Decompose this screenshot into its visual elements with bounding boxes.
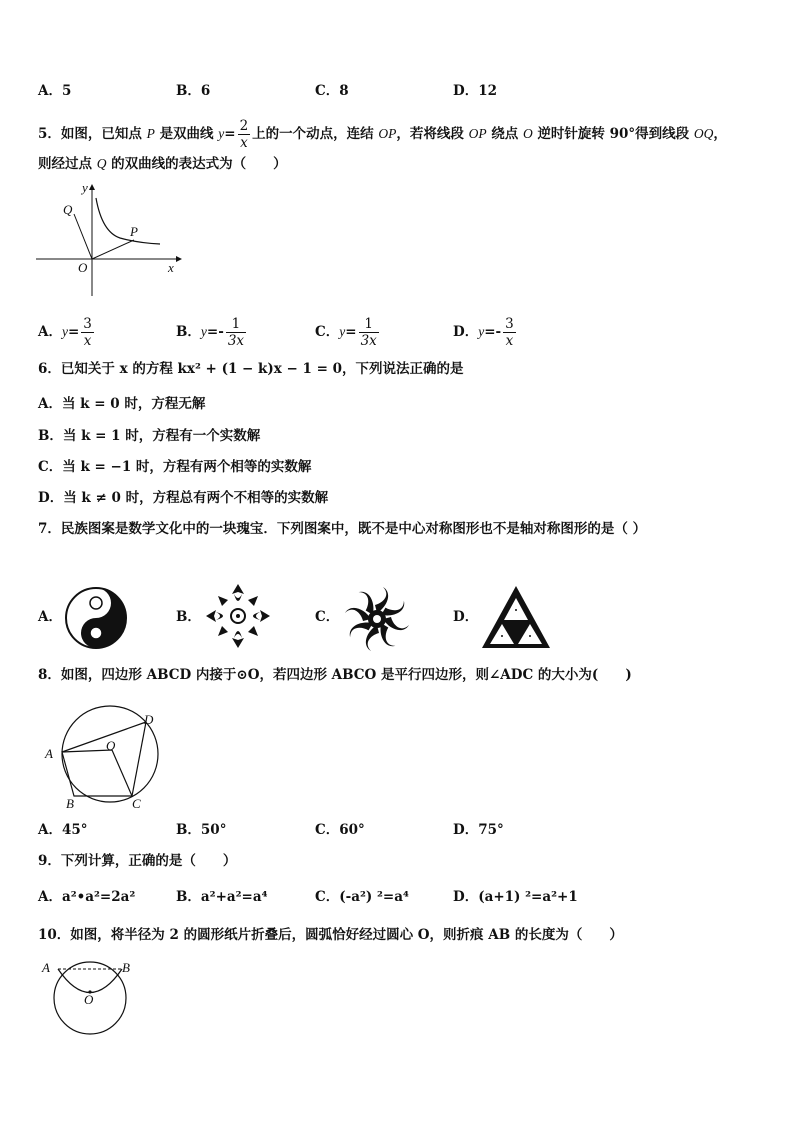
q8-fig-c-label: C (132, 796, 141, 811)
q6-option-b: B．当 k = 1 时，方程有一个实数解 (38, 428, 261, 444)
q5-opt-d-den: x (505, 333, 514, 349)
q5-opt-b-frac (226, 316, 246, 349)
q5-point-o: O (522, 126, 533, 141)
q5-opt-c-den: 3x (360, 333, 377, 349)
q8-option-d: D．75° (453, 822, 504, 838)
q5-fraction (238, 118, 251, 151)
q8-circle-quadrilateral-figure (40, 708, 170, 811)
q5-opt-a-eq: = (67, 324, 80, 340)
q5-stem-pre: 5．如图，已知点 (38, 126, 142, 142)
q10-fig-o-label: O (84, 992, 94, 1007)
q9-option-b: B．a²+a²=a⁴ (176, 889, 268, 905)
q7-option-a-label: A． (38, 609, 62, 625)
q5-segment-op-2: OP (468, 126, 487, 141)
q5-opt-d-num: 3 (505, 316, 514, 332)
q5-eq: = (224, 126, 236, 142)
q5-line2-pre: 则经过点 (38, 156, 92, 172)
q5-stem-mid4: 绕点 (491, 126, 519, 142)
q7-option-b-label: B． (176, 609, 201, 625)
q8-fig-a-label: A (45, 746, 53, 761)
q5-stem-end: ， (713, 126, 727, 142)
q5-option-c (315, 316, 381, 349)
q7-yin-yang-figure (64, 586, 128, 650)
q5-stem-mid5: 逆时针旋转 90°得到线段 (537, 126, 690, 142)
q9-option-d: D．(a+1) ²=a²+1 (453, 889, 578, 905)
q5-opt-c-y: y (339, 324, 346, 339)
q5-option-a (38, 316, 96, 349)
q5-fig-y-label: y (82, 180, 88, 195)
q9-stem: 9．下列计算，正确的是（ ） (38, 853, 237, 869)
q5-stem-mid2: 上的一个动点，连结 (252, 126, 374, 142)
q7-patterned-triangle-figure (480, 584, 552, 650)
q4-option-b: B．6 (176, 83, 211, 99)
q4-option-a: A．5 (38, 83, 72, 99)
q5-opt-d-eq: =- (484, 324, 502, 340)
q10-fig-a-label: A (42, 960, 50, 975)
q7-floral-cross-figure (204, 582, 272, 650)
q10-stem: 10．如图，将半径为 2 的圆形纸片折叠后，圆弧恰好经过圆心 O，则折痕 AB 的长度为（ ） (38, 927, 623, 943)
q7-spiral-flower-figure (342, 584, 412, 654)
q5-point-p: P (146, 126, 155, 141)
q5-stem-line1 (38, 118, 727, 151)
q4-option-c: C．8 (315, 83, 349, 99)
q5-opt-d-frac (503, 316, 516, 349)
q5-opt-b-den: 3x (227, 333, 245, 349)
q5-line2-post: 的双曲线的表达式为（ ） (111, 156, 287, 172)
q5-option-b (176, 316, 248, 349)
q8-fig-b-label: B (66, 796, 74, 811)
q4-option-d: D．12 (453, 83, 497, 99)
q5-opt-c-label: C． (315, 324, 340, 340)
q5-opt-c-frac (359, 316, 379, 349)
q10-folded-circle-figure (38, 958, 138, 1034)
q6-option-a: A．当 k = 0 时，方程无解 (38, 396, 206, 412)
q5-opt-c-num: 1 (359, 316, 379, 333)
q5-option-d (453, 316, 518, 349)
q8-option-c: C．60° (315, 822, 365, 838)
q5-y-var: y (218, 126, 225, 141)
q7-option-c-label: C． (315, 609, 340, 625)
q6-option-c: C．当 k = −1 时，方程有两个相等的实数解 (38, 459, 312, 475)
q5-frac-den: x (240, 135, 248, 151)
q5-opt-d-label: D． (453, 324, 479, 340)
q5-fig-p-label: P (130, 224, 138, 239)
q5-segment-op: OP (378, 126, 397, 141)
q5-opt-a-label: A． (38, 324, 62, 340)
q5-hyperbola-figure (36, 180, 186, 298)
q8-option-a: A．45° (38, 822, 88, 838)
q7-option-d-label: D． (453, 609, 479, 625)
q5-opt-a-num: 3 (83, 316, 92, 332)
q5-opt-d-y: y (478, 324, 485, 339)
q5-segment-oq: OQ (693, 126, 714, 141)
q5-opt-a-frac (81, 316, 94, 349)
q7-stem: 7．民族图案是数学文化中的一块瑰宝．下列图案中，既不是中心对称图形也不是轴对称图形的是（ ） (38, 521, 647, 537)
q6-option-d: D．当 k ≠ 0 时，方程总有两个不相等的实数解 (38, 490, 329, 506)
q5-opt-b-label: B． (176, 324, 201, 340)
q5-opt-b-y: y (200, 324, 207, 339)
q5-frac-num: 2 (239, 118, 249, 134)
q5-stem-mid3: ，若将线段 (396, 126, 464, 142)
q9-option-a: A．a²•a²=2a² (38, 889, 136, 905)
q5-stem-mid1: 是双曲线 (159, 126, 214, 142)
q5-fig-q-label: Q (63, 202, 73, 217)
q5-opt-a-y: y (61, 324, 68, 339)
q10-fig-b-label: B (122, 960, 130, 975)
q8-fig-d-label: D (144, 712, 154, 727)
q8-option-b: B．50° (176, 822, 227, 838)
q5-fig-o-label: O (78, 260, 88, 275)
q5-opt-a-den: x (83, 333, 92, 349)
q5-point-q: Q (96, 156, 107, 171)
q8-stem: 8．如图，四边形 ABCD 内接于⊙O，若四边形 ABCO 是平行四边形，则∠ADC 的大小为( ) (38, 667, 632, 683)
q8-fig-o-label: O (106, 738, 116, 753)
q5-fig-x-label: x (168, 260, 174, 275)
q6-stem: 6．已知关于 x 的方程 kx² + (1 − k)x − 1 = 0，下列说法正确的是 (38, 361, 464, 377)
q5-opt-b-eq: =- (206, 324, 224, 340)
q5-stem-line2 (38, 155, 287, 173)
q5-opt-b-num: 1 (226, 316, 246, 333)
q9-option-c: C．(-a²) ²=a⁴ (315, 889, 409, 905)
q5-opt-c-eq: = (345, 324, 357, 340)
